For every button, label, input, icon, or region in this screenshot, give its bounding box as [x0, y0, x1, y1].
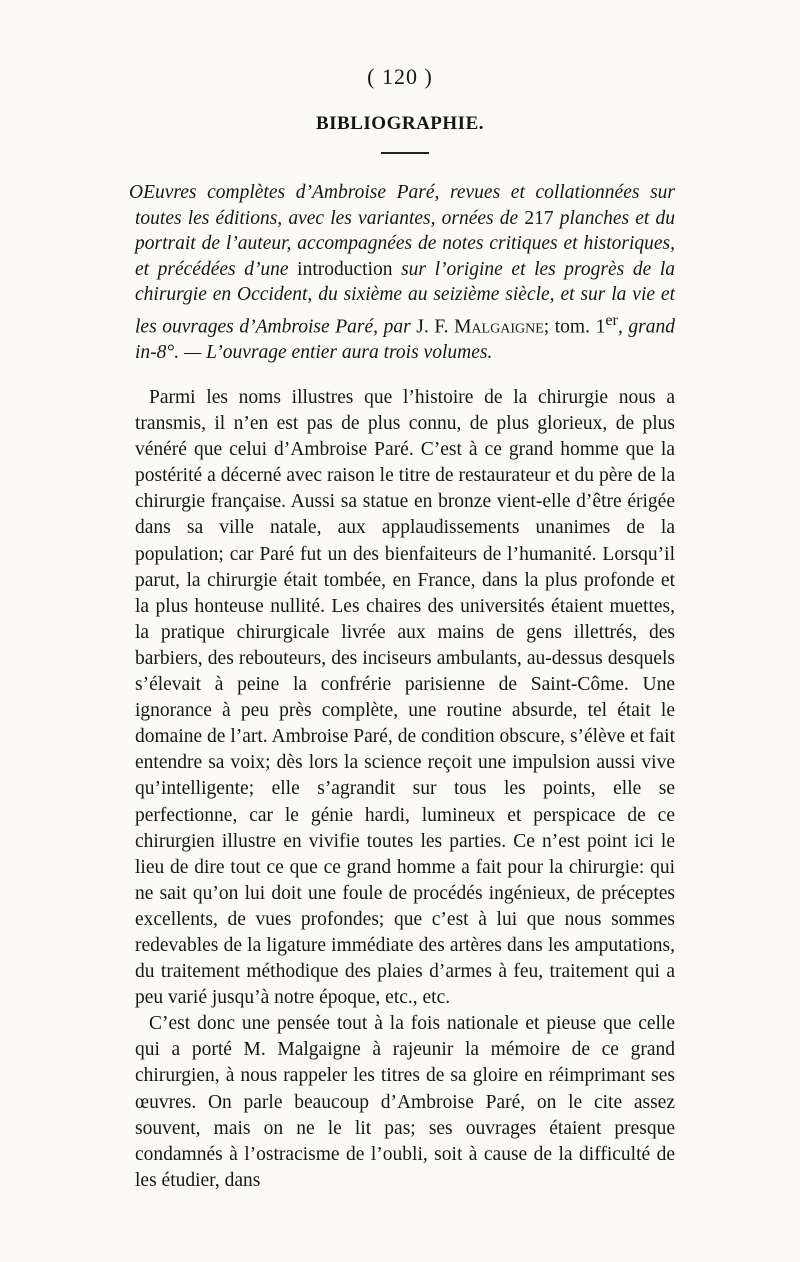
title-divider [381, 152, 429, 154]
plate-count: 217 [524, 207, 554, 229]
introduction-word: introduction [297, 258, 393, 280]
page-number: ( 120 ) [367, 64, 433, 89]
volume-number: 1 [595, 316, 606, 337]
author-initials: J. F. [416, 316, 455, 337]
paragraph-2: C’est donc une pensée tout à la fois nationale et pieuse que celle qui a porté M. Malgaigne à rajeunir la mémoire de ce grand chirurgien, à nous rappeler les titres de sa gloire en réimprimant ses œuvres. On parle beaucoup d’Ambroise Paré, on le cite assez souvent, mais on ne le lit pas; ses ouvrages étaient presque condamnés à l’ostracisme de l’oubli, soit à cause de la difficulté de les étudier, dans [135, 1013, 675, 1191]
entry-text-1: OEuvres complètes d’Ambroise Paré, revues et collationnées sur toutes les éditions, avec les variantes, ornées de [129, 182, 675, 229]
volume-superscript: er [605, 310, 618, 329]
entry-text-4: ; tom. [543, 316, 596, 337]
entry-text-3: sur l’origine et les progrès de la chirurgie en Occident, du sixième au seizième siècle, et sur la vie et les ouvrages d’Ambroise Paré, par [135, 258, 675, 337]
entry-text-2: planches et du portrait de l’auteur, accompagnées de notes critiques et historiques, et précédées d’une [135, 207, 675, 280]
paragraph-1: Parmi les noms illustres que l’histoire de la chirurgie nous a transmis, il n’en est pas de plus connu, de plus glorieux, de plus vénéré que celui d’Ambroise Paré. C’est à ce grand homme que la postérité a décerné avec raison le titre de restaurateur et du père de la chirurgie française. Aussi sa statue en bronze vient-elle d’être érigée dans sa ville natale, aux applaudissements unanimes de la population; car Paré fut un des bienfaiteurs de l’humanité. Lorsqu’il parut, la chirurgie était tombée, en France, dans la plus profonde et la plus honteuse nullité. Les chaires des universités étaient muettes, la pratique chirurgicale livrée aux mains de gens illettrés, des barbiers, des rebouteurs, des inciseurs ambulants, au-dessus desquels s’élevait à peine la confrérie parisienne de Saint-Côme. Une ignorance à peu près complète, une routine absurde, tel était le domaine de l’art. Ambroise Paré, de condition obscure, s’élève et fait entendre sa voix; dès lors la science reçoit une impulsion aussi vive qu’intelligente; elle s’agrandit sur tous les points, elle se perfectionne, car le génie hardi, lumineux et perspicace de ce chirurgien illustre en vivifie toutes les parties. Ce n’est point ici le lieu de dire tout ce que ce grand homme a fait pour la chirurgie: qui ne sait qu’on lui doit une foule de procédés ingénieux, de préceptes excellents, de vues profondes; que c’est à lui que nous sommes redevables de la ligature immédiate des artères dans les amputations, du traitement méthodique des plaies d’armes à feu, traitement qui a peu varié jusqu’à notre époque, etc., etc. [135, 387, 675, 1009]
entry-text-5: , grand in-8°. — L’ouvrage entier aura trois volumes. [135, 316, 676, 363]
bibliography-entry [129, 180, 676, 365]
section-title: BIBLIOGRAPHIE. [315, 113, 484, 134]
body-text [135, 385, 675, 1194]
author-name: Malgaigne [454, 316, 544, 337]
